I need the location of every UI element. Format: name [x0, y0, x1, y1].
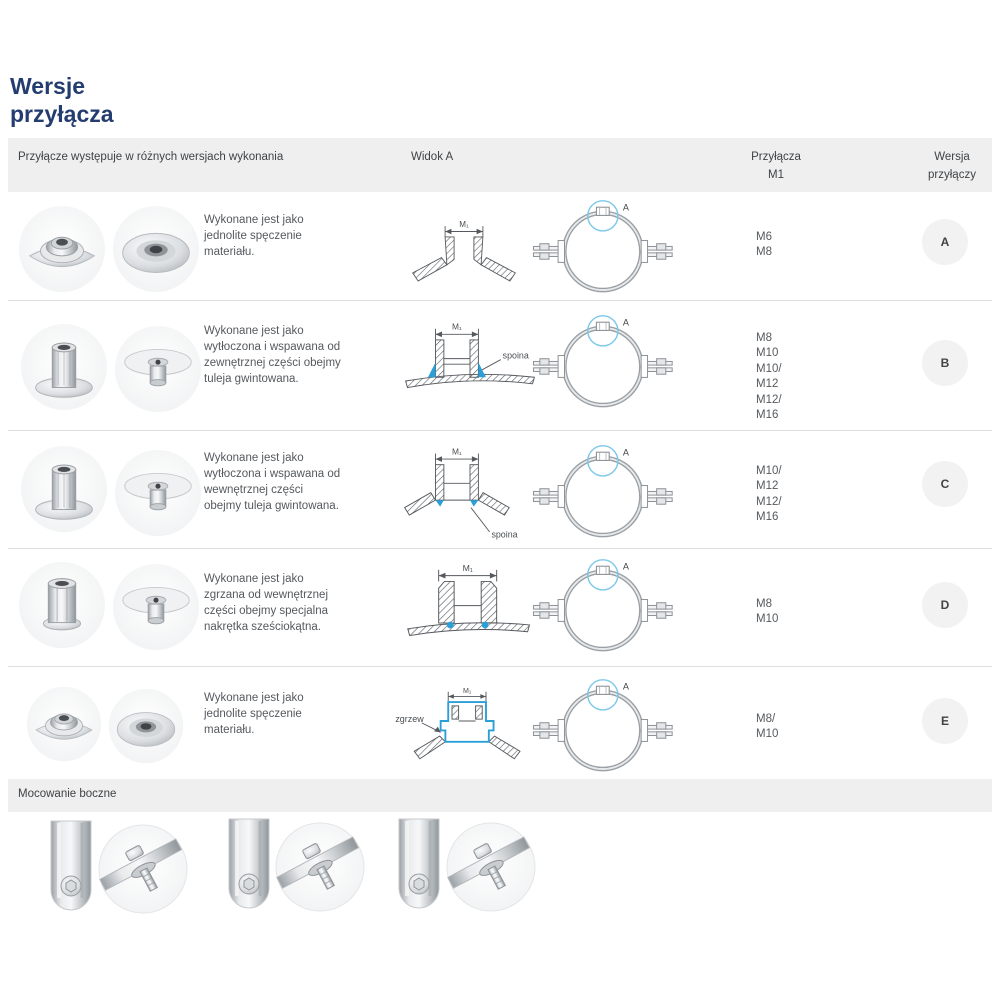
- version-badge: B: [922, 340, 968, 386]
- header-widok-a: Widok A: [411, 151, 454, 163]
- weld-label: spoina: [502, 350, 529, 361]
- row-description: Wykonane jest jako wytłoczona i wspawana od wewnętrznej części obejmy tuleja gwintowana.: [204, 452, 341, 513]
- product-photo-socket: [108, 688, 184, 764]
- page-title: [10, 72, 114, 128]
- clamp-drawing: [528, 439, 674, 543]
- dimension-label: M₁: [462, 687, 472, 696]
- row-description: Wykonane jest jako wytłoczona i wspawana od zewnętrznej części obejmy tuleja gwintowana.: [204, 325, 341, 386]
- product-photo-socket: [112, 205, 200, 293]
- product-photo-underside: [112, 563, 200, 651]
- table-header: [8, 138, 992, 192]
- header-intro: Przyłącze występuje w różnych wersjach wykonania: [18, 151, 284, 163]
- dimension-label: M₁: [452, 321, 462, 332]
- size-value: M12: [756, 378, 779, 391]
- size-value: M10/: [756, 362, 782, 375]
- size-value: M8/: [756, 713, 776, 725]
- header-przylacza-m1: [720, 148, 832, 185]
- table-row-version-d: [8, 549, 992, 667]
- size-value: M12/: [756, 495, 782, 508]
- thread-sizes: [756, 712, 778, 743]
- header-wersja-przylaczy: [888, 148, 1000, 185]
- side-mount-photo-detail: [446, 822, 536, 912]
- size-value: M10: [756, 347, 779, 360]
- size-value: M12: [756, 480, 779, 493]
- thread-sizes: [756, 331, 782, 423]
- cross-section-drawing: [393, 687, 545, 772]
- version-badge: A: [922, 219, 968, 265]
- cross-section-drawing: [400, 445, 540, 545]
- header-przylaczy: przyłączy: [928, 169, 976, 182]
- side-mount-photo-detail: [275, 822, 365, 912]
- product-photo-underside: [114, 449, 202, 537]
- table-row-version-b: [8, 301, 992, 431]
- view-a-label: A: [622, 317, 629, 328]
- side-mount-photo-strap: [46, 820, 96, 918]
- view-a-label: A: [622, 561, 629, 572]
- clamp-drawing: [528, 194, 674, 298]
- product-photo-hex-nut: [18, 561, 106, 649]
- cross-section-drawing: [403, 218, 525, 290]
- clamp-drawing: [528, 309, 674, 413]
- view-a-label: A: [622, 447, 629, 458]
- dimension-label: M₁: [452, 446, 462, 457]
- size-value: M8: [756, 598, 772, 610]
- size-value: M8: [756, 332, 772, 344]
- view-a-label: A: [622, 202, 629, 213]
- version-badge: D: [922, 582, 968, 628]
- weld-label: zgrzew: [395, 713, 424, 724]
- size-value: M16: [756, 511, 779, 524]
- cross-section-drawing: [400, 563, 545, 655]
- thread-sizes: [756, 230, 772, 261]
- row-description: Wykonane jest jako jednolite spęczenie materiału.: [204, 214, 304, 259]
- row-description: Wykonane jest jako zgrzana od wewnętrznej części obejmy specjalna nakrętka sześciokątna.: [204, 573, 329, 634]
- table-row-version-c: [8, 431, 992, 549]
- side-mount-bar: [8, 779, 992, 812]
- product-photo-sleeve: [20, 445, 108, 533]
- size-value: M10/: [756, 465, 782, 477]
- side-mount-title: Mocowanie boczne: [18, 788, 117, 800]
- thread-sizes: [756, 597, 778, 628]
- dimension-label: M₁: [462, 563, 473, 573]
- weld-label: spoina: [491, 529, 518, 540]
- header-wersja: Wersja: [934, 151, 970, 163]
- size-value: M8: [756, 246, 772, 259]
- page-title-line2: przyłącza: [10, 101, 114, 128]
- product-photo-sleeve: [20, 323, 108, 411]
- product-photo-nut: [26, 686, 102, 762]
- clamp-drawing: [528, 553, 674, 657]
- side-mount-photo-strap: [224, 818, 274, 916]
- table-row-version-a: [8, 192, 992, 301]
- side-mount-photo-strap: [394, 818, 444, 916]
- table-row-version-e: [8, 667, 992, 781]
- version-badge: C: [922, 461, 968, 507]
- dimension-label: M₁: [459, 220, 469, 229]
- version-table: [8, 192, 992, 781]
- size-value: M10: [756, 613, 779, 626]
- header-przylacza: Przyłącza: [751, 151, 801, 163]
- size-value: M16: [756, 409, 779, 422]
- row-description: Wykonane jest jako jednolite spęczenie materiału.: [204, 692, 304, 737]
- clamp-drawing: [528, 673, 674, 777]
- side-mount-photo-detail: [98, 824, 188, 914]
- version-badge: E: [922, 698, 968, 744]
- header-m1: M1: [768, 169, 784, 182]
- page-title-line1: Wersje: [10, 73, 86, 99]
- product-photo-underside: [114, 325, 202, 413]
- size-value: M12/: [756, 393, 782, 406]
- size-value: M6: [756, 231, 772, 243]
- product-photo-nut: [18, 205, 106, 293]
- size-value: M10: [756, 728, 779, 741]
- thread-sizes: [756, 464, 782, 526]
- cross-section-drawing: [400, 321, 540, 413]
- view-a-label: A: [622, 681, 629, 692]
